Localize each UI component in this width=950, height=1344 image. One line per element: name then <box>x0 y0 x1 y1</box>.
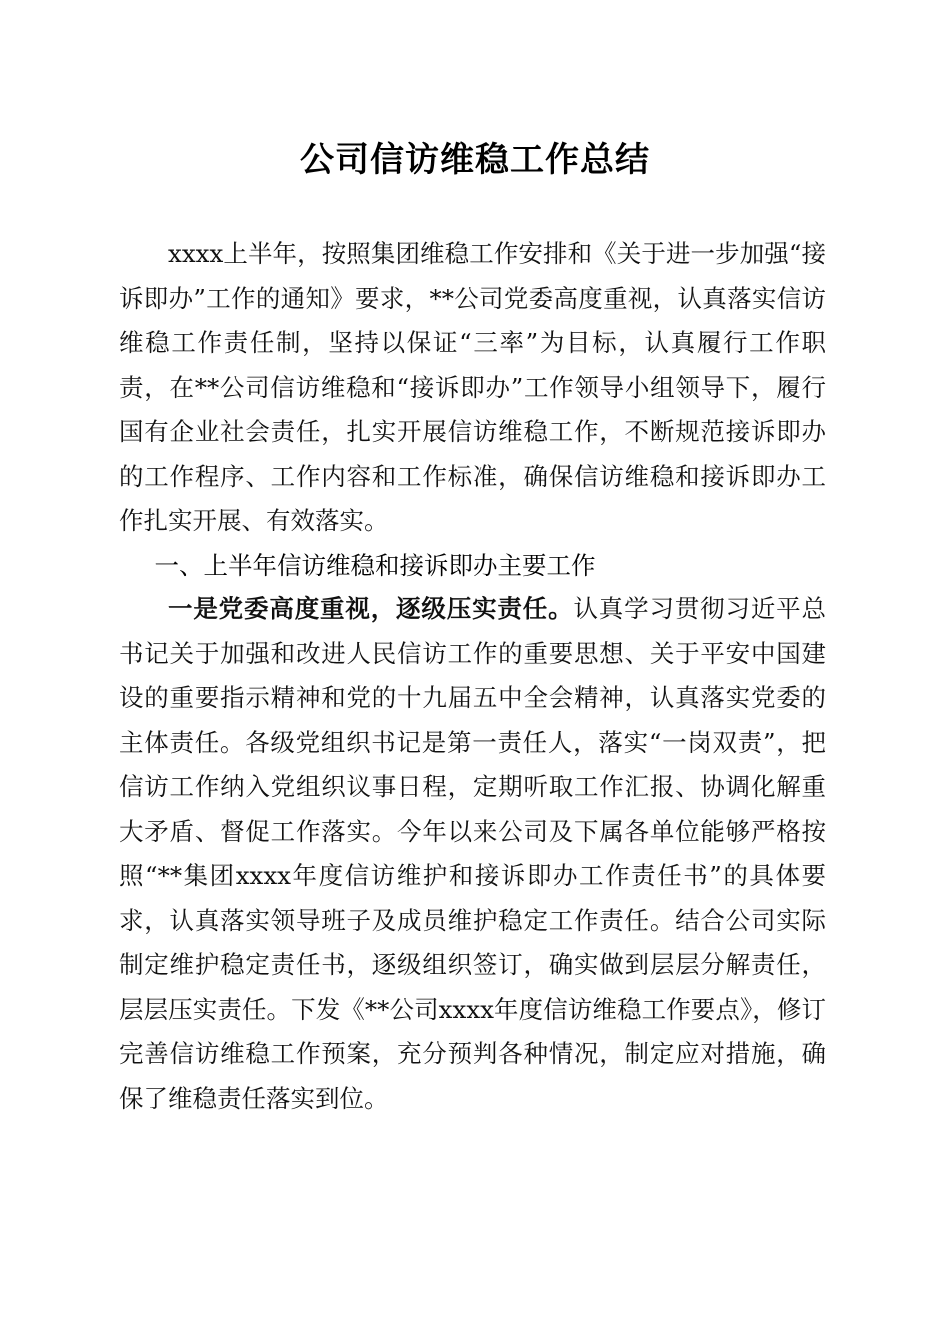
paragraph-lead: 一是党委高度重视，逐级压实责任。 <box>168 594 574 623</box>
paragraph-body: 认真学习贯彻习近平总书记关于加强和改进人民信访工作的重要思想、关于平安中国建设的重要指示精神和党的十九届五中全会精神，认真落实党委的主体责任。各级党组织书记是第一责任人，落实“一岗双责”，把信访工作纳入党组织议事日程，定期听取工作汇报、协调化解重大矛盾、督促工作落实。今年以来公司及下属各单位能够严格按照“**集团xxxx年度信访维护和接诉即办工作责任书”的具体要求，认真落实领导班子及成员维护稳定工作责任。结合公司实际制定维护稳定责任书，逐级组织签订，确实做到层层分解责任，层层压实责任。下发《**公司xxxx年度信访维稳工作要点》，修订完善信访维稳工作预案，充分预判各种情况，制定应对措施，确保了维稳责任落实到位。 <box>119 594 827 1113</box>
paragraph-party-committee <box>119 587 826 1121</box>
document-title: 公司信访维稳工作总结 <box>300 140 650 180</box>
paragraph-intro: xxxx上半年，按照集团维稳工作安排和《关于进一步加强“接诉即办”工作的通知》要求，**公司党委高度重视，认真落实信访维稳工作责任制，坚持以保证“三率”为目标，认真履行工作职责，在**公司信访维稳和“接诉即办”工作领导小组领导下，履行国有企业社会责任，扎实开展信访维稳工作，不断规范接诉即办的工作程序、工作内容和工作标准，确保信访维稳和接诉即办工作扎实开展、有效落实。 <box>119 239 826 535</box>
section-heading-1: 一、上半年信访维稳和接诉即办主要工作 <box>154 551 596 580</box>
